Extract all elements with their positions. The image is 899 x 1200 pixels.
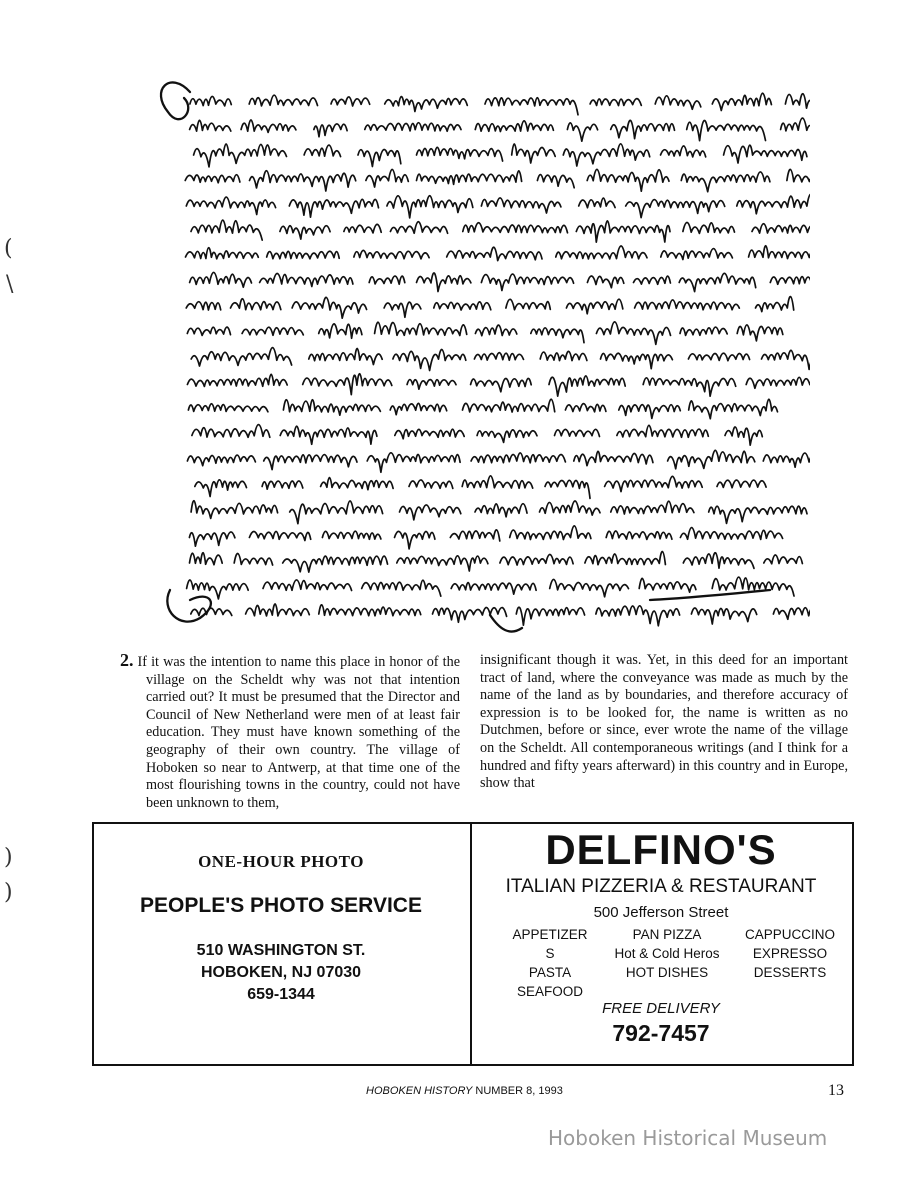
manuscript-word [195,480,247,497]
manuscript-word [565,404,606,412]
manuscript-word [231,299,281,310]
manuscript-word [354,250,429,258]
manuscript-word [192,425,270,438]
manuscript-word [590,99,641,106]
manuscript-word [510,526,591,540]
manuscript-word [683,553,754,569]
manuscript-word [661,146,706,157]
manuscript-word [385,97,468,112]
article-text-right: insignificant though it was. Yet, in this deed for an important tract of land, where the conveyance was made as much by the name of the land as by boundaries, and therefore accuracy of expression is to be looked for, the name is written as no Dutchmen, before or since, ever wrote the name of the village on the Scheldt. All contemporaneous writings (and I think for a hundred and fifty years afterward) in this country and in Europe, show that [480,652,848,792]
menu-item: DESSERTS [753,965,827,980]
manuscript-word [190,272,252,287]
photo-business-name: PEOPLE'S PHOTO SERVICE [140,894,422,917]
manuscript-word [191,348,291,366]
manuscript-word [756,297,794,312]
manuscript-word [384,302,421,317]
delfino-delivery: FREE DELIVERY [602,1000,720,1017]
manuscript-word [717,480,766,488]
manuscript-word [655,96,701,109]
manuscript-word [619,405,681,419]
margin-mark: \ [6,272,14,297]
manuscript-word [556,246,647,259]
manuscript-word [474,353,523,361]
manuscript-word [596,606,680,626]
manuscript-word [395,429,464,439]
manuscript-word [617,425,708,437]
manuscript-word [246,604,310,616]
manuscript-word [407,380,456,390]
manuscript-word [358,149,401,166]
manuscript-word [574,451,653,465]
manuscript-word [689,399,778,418]
margin-mark: ) [4,845,13,870]
manuscript-word [606,531,672,539]
manuscript-word [366,169,408,187]
photo-phone: 659-1344 [247,986,315,1003]
manuscript-word [185,175,240,183]
manuscript-word [737,194,810,214]
manuscript-word [249,95,317,106]
manuscript-word [634,276,671,284]
manuscript-word [344,224,381,233]
manuscript-word [264,455,357,470]
manuscript-word [752,224,810,238]
manuscript-word [691,608,756,624]
manuscript-word [280,426,377,444]
manuscript-word [587,276,623,288]
manuscript-word [314,124,347,137]
manuscript-word [395,531,435,549]
manuscript-word [661,249,733,260]
margin-mark: ) [4,880,13,905]
manuscript-word [191,220,262,240]
manuscript-word [188,404,268,412]
manuscript-word [749,246,810,259]
manuscript-word [187,374,287,386]
manuscript-word [417,171,522,185]
manuscript-word [680,327,727,335]
manuscript-word [579,198,615,208]
photo-city: HOBOKEN, NJ 07030 [200,964,362,981]
manuscript-word [409,480,453,488]
manuscript-flourish [161,82,190,119]
menu-column-1 [506,925,594,1001]
publication-footer [366,1085,563,1097]
delfino-ad [472,822,850,1062]
manuscript-word [463,223,568,233]
manuscript-word [393,350,466,371]
manuscript-word [576,221,670,242]
manuscript-word [537,175,574,188]
manuscript-word [563,144,649,166]
manuscript-word [587,169,669,191]
museum-watermark: Hoboken Historical Museum [548,1126,828,1150]
manuscript-word [263,580,352,591]
manuscript-word [545,480,590,498]
manuscript-word [773,608,810,620]
manuscript-word [283,556,388,572]
manuscript-word [262,481,303,489]
manuscript-word [596,322,670,345]
manuscript-word [187,455,255,466]
manuscript-word [471,453,565,463]
manuscript-word [681,172,770,192]
manuscript-word [506,299,550,309]
manuscript-word [400,505,461,520]
manuscript-word [186,302,221,310]
manuscript-word [322,531,381,539]
manuscript-word [309,348,382,364]
manuscript-word [475,504,527,517]
manuscript-word [191,608,232,615]
manuscript-word [481,274,573,290]
manuscript-word [785,94,810,108]
manuscript-word [635,300,740,310]
manuscript-word [746,377,810,388]
manuscript-word [450,530,500,541]
manuscript-word [304,145,341,156]
manuscript-word [605,476,703,491]
article-text-left: If it was the intention to name this place in honor of the village on the Scheldt why was not that intention carried out? It must be presumed that the Director and Council of New Netherland were men of at least fair education. They must have known something of the geography of their own country. The village of Hoboken so near to Antwerp, at that time one of the most flourishing towns in the country, could not have been unknown to them, [137,654,460,811]
manuscript-word [319,324,362,338]
manuscript-word [397,556,488,571]
manuscript-word [187,327,230,335]
manuscript-word [190,553,223,565]
manuscript-word [481,198,561,213]
manuscript-word [540,351,587,360]
manuscript-word [787,169,810,182]
manuscript-word [724,145,807,163]
manuscript-word [712,577,794,596]
manuscript-word [485,98,578,115]
manuscript-word [687,120,766,140]
manuscript-word [737,325,783,341]
manuscript-word [477,430,537,443]
photo-service-ad [92,822,470,1062]
manuscript-word [475,121,553,132]
manuscript-word [319,605,421,616]
menu-item: Hot & Cold Heros [614,946,720,961]
menu-item: CAPPUCCINO [744,927,835,942]
manuscript-word [725,427,762,445]
menu-item: EXPRESSO [752,946,828,961]
manuscript-word [186,248,259,259]
manuscript-word [550,579,629,596]
manuscript-word [770,274,810,284]
manuscript-word [471,378,532,391]
manuscript-word [626,200,725,218]
manuscript-image [150,70,810,650]
menu-item: APPETIZER [512,927,588,942]
manuscript-word [390,222,447,234]
manuscript-word [191,501,278,519]
manuscript-word [186,197,275,214]
delfino-subtitle: ITALIAN PIZZERIA & RESTAURANT [505,876,817,897]
manuscript-word [549,376,625,396]
manuscript-word [709,506,807,523]
manuscript-word [764,555,803,564]
publication-issue: NUMBER 8, 1993 [472,1085,563,1097]
manuscript-word [331,97,370,106]
manuscript-word [763,453,810,467]
manuscript-word [365,123,461,132]
manuscript-word [512,144,556,163]
article-right-column [480,652,848,793]
manuscript-word [475,325,516,336]
manuscript-word [434,302,491,310]
manuscript-flourish [167,590,211,622]
manuscript-word [283,400,380,416]
manuscript-word [668,450,755,468]
manuscript-word [433,608,507,623]
manuscript-word [762,350,811,369]
manuscript-word [387,196,473,218]
manuscript-word [249,531,310,540]
manuscript-word [267,251,340,259]
manuscript-word [190,120,231,131]
manuscript-word [680,528,782,540]
manuscript-word [194,144,287,167]
manuscript-word [462,476,533,488]
manuscript-word [555,429,600,436]
page-number: 13 [828,1082,844,1099]
publication-title: HOBOKEN HISTORY [366,1085,473,1097]
delfino-phone: 792-7457 [612,1020,710,1046]
manuscript-word [585,552,666,565]
manuscript-word [540,501,601,515]
photo-address: 510 WASHINGTON ST. [196,942,366,959]
manuscript-word [289,199,378,217]
manuscript-word [241,120,296,132]
manuscript-word [611,120,675,138]
manuscript-flourish [490,615,522,632]
manuscript-word [516,607,584,625]
manuscript-word [643,378,736,396]
manuscript-word [260,273,353,286]
manuscript-word [189,532,235,546]
manuscript-word [601,353,673,368]
manuscript-word [531,328,584,343]
manuscript-word [362,580,441,596]
menu-item: S [545,946,555,961]
manuscript-word [417,273,471,292]
manuscript-word [463,399,555,412]
manuscript-word [190,96,231,105]
article-left-column [120,652,460,812]
manuscript-word [242,327,303,335]
delfino-address: 500 Jefferson Street [593,904,729,921]
manuscript-word [500,554,573,565]
manuscript-word [290,501,383,524]
manuscript-word [688,353,749,361]
manuscript-word [367,453,460,472]
manuscript-word [683,223,735,234]
paragraph-number: 2. [120,650,134,670]
manuscript-word [234,554,272,565]
manuscript-flourish [650,590,770,600]
menu-item: PAN PIZZA [632,927,702,942]
manuscript-word [280,226,330,239]
manuscript-word [712,93,771,110]
manuscript-word [781,118,810,134]
manuscript-word [187,580,249,599]
manuscript-word [321,478,394,490]
manuscript-word [375,322,467,335]
margin-mark: ( [4,236,13,261]
manuscript-word [250,171,356,191]
menu-item: HOT DISHES [625,965,709,980]
delfino-name: DELFINO'S [545,826,777,873]
menu-column-3 [738,925,842,982]
menu-column-2 [604,925,730,982]
manuscript-word [369,276,405,284]
manuscript-word [566,299,622,314]
photo-contact [92,940,470,1006]
manuscript-word [679,273,756,291]
manuscript-word [303,374,392,395]
manuscript-word [292,297,367,318]
manuscript-word [390,403,447,414]
menu-item: PASTA [528,965,572,980]
manuscript-word [567,123,597,141]
photo-tagline: ONE-HOUR PHOTO [198,852,364,871]
manuscript-word [447,247,542,260]
manuscript-word [417,147,503,161]
menu-item: SEAFOOD [516,984,583,999]
manuscript-word [611,501,694,514]
manuscript-word [451,583,536,595]
manuscript-word [639,578,696,592]
